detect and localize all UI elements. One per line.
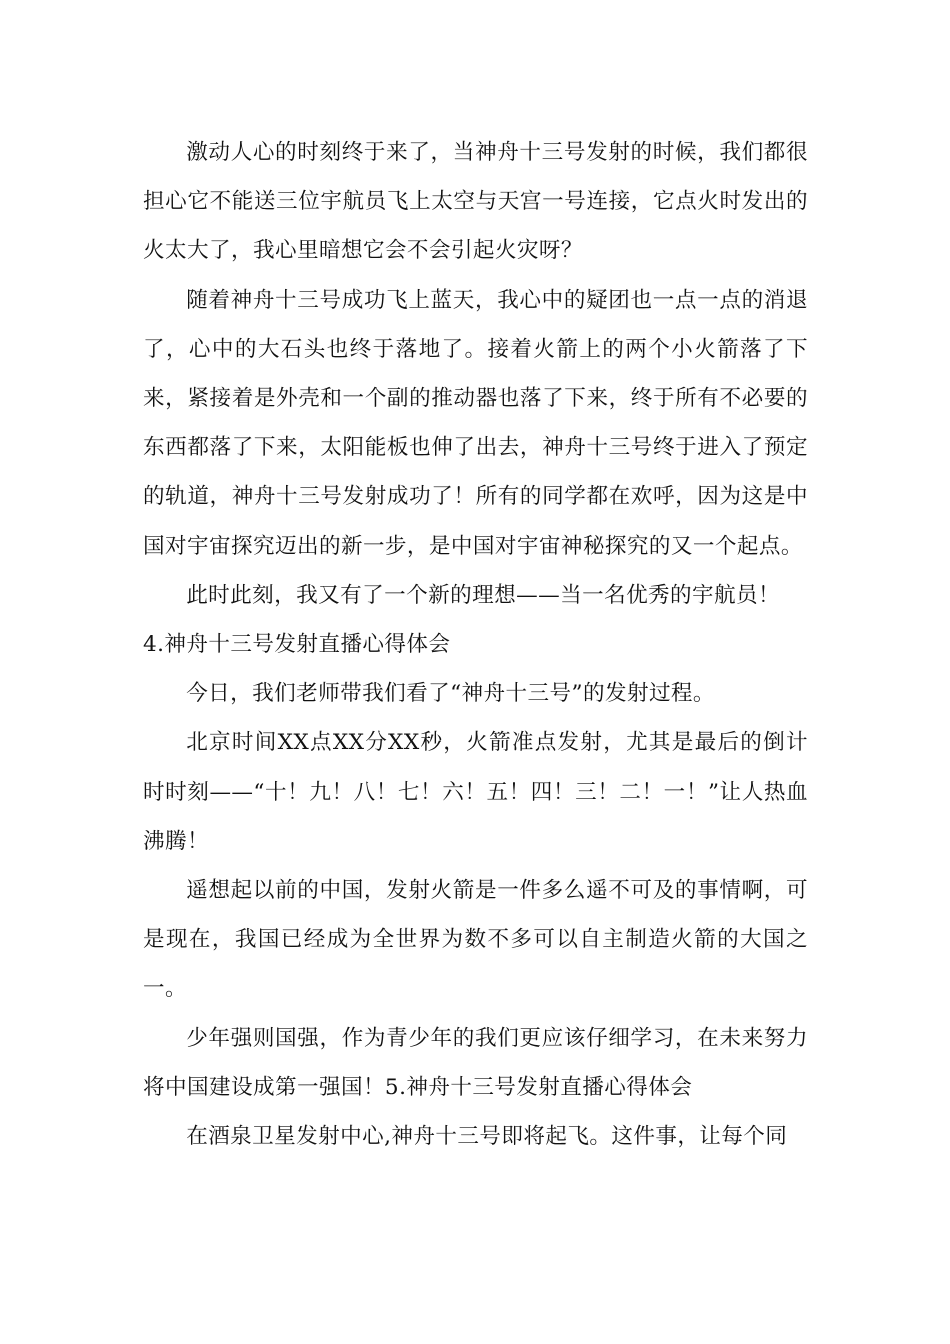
paragraph-china-past: 遥想起以前的中国，发射火箭是一件多么遥不可及的事情啊，可是现在，我国已经成为全世界为数不多可以自主制造火箭的大国之一。 <box>143 878 808 1002</box>
paragraph-launch-moment: 激动人心的时刻终于来了，当神舟十三号发射的时候，我们都很担心它不能送三位宇航员飞上太空与天宫一号连接，它点火时发出的火太大了，我心里暗想它会不会引起火灾呀？ <box>143 140 808 264</box>
paragraph-launch-success: 随着神舟十三号成功飞上蓝天，我心中的疑团也一点一点的消退了，心中的大石头也终于落地了。接着火箭上的两个小火箭落了下来，紧接着是外壳和一个副的推动器也落了下来，终于所有不必要的东西都落了下来，太阳能板也伸了出去，神舟十三号终于进入了预定的轨道，神舟十三号发射成功了！所有的同学都在欢呼，因为这是中国对宇宙探究迈出的新一步，是中国对宇宙神秘探究的又一个起点。 <box>143 287 808 559</box>
paragraph-jiuquan: 在酒泉卫星发射中心,神舟十三号即将起飞。这件事，让每个同 <box>186 1124 788 1150</box>
document-body <box>143 128 808 1161</box>
paragraph-new-dream: 此时此刻，我又有了一个新的理想——当一名优秀的宇航员！ <box>186 582 781 608</box>
paragraph-teacher-watch: 今日，我们老师带我们看了“神舟十三号”的发射过程。 <box>186 681 715 707</box>
paragraph-countdown: 北京时间XX点XX分XX秒，火箭准点发射，尤其是最后的倒计时时刻——“十！九！八！七！六！五！四！三！二！一！”让人热血沸腾！ <box>143 730 808 854</box>
paragraph-youth-strong: 少年强则国强，作为青少年的我们更应该仔细学习，在未来努力将中国建设成第一强国！5.神舟十三号发射直播心得体会 <box>143 1025 808 1100</box>
section-heading-4: 4.神舟十三号发射直播心得体会 <box>143 632 451 658</box>
